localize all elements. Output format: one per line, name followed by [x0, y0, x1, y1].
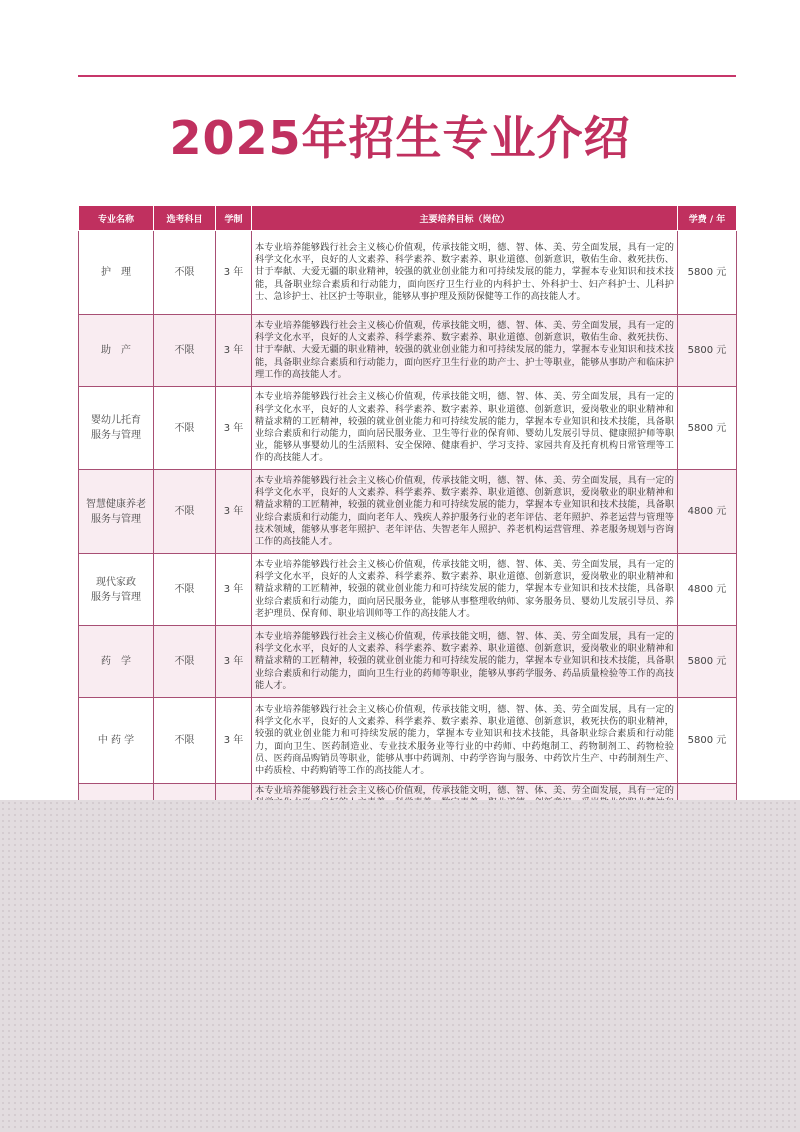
training-goal-cell: 本专业培养能够践行社会主义核心价值观，传承技能文明，德、智、体、美、劳全面发展，具有一定的科学文化水平，良好的人文素养、科学素养、数字素养、职业道德、创新意识，救死扶伤的职业精神，较强的就业创业能力和可持续发展的能力，掌握本专业知识和技术技能，具备职业综合素质和行动能力，面向卫生、医药制造业、专业技术服务业等行业的中药师、中药炮制工、药物制剂工、药物检验员、医药商品购销员等职业，能够从事中药调剂、中药学咨询与服务、中药饮片生产、中药制剂生产、中药质检、中药购销等工作的高技能人才。: [252, 698, 678, 784]
majors-table: [78, 205, 737, 844]
major-name-cell: [79, 626, 154, 698]
exam-subject-cell: 不限: [154, 554, 216, 626]
major-name: 助 产: [101, 345, 131, 356]
major-name-line-1: 现代家政: [96, 576, 136, 588]
major-name-cell: [79, 315, 154, 387]
exam-subject-cell: 不限: [154, 626, 216, 698]
study-length-cell: 3 年: [216, 387, 252, 470]
exam-subject-cell: 不限: [154, 470, 216, 554]
major-name-line-2: 服务与管理: [91, 591, 141, 603]
major-name-cell: [79, 698, 154, 784]
training-goal-cell: 本专业培养能够践行社会主义核心价值观，传承技能文明，德、智、体、美、劳全面发展，具有一定的科学文化水平，良好的人文素养、科学素养、数字素养、职业道德、创新意识，爱岗敬业的职业精神和精益求精的工匠精神，较强的就业创业能力和可持续发展的能力，掌握本专业知识和技术技能，具备职业综合素质和行动能力，面向居民服务业、卫生等行业的保育师、婴幼儿发展引导员、健康照护师等职业，能够从事婴幼儿的生活照料、安全保障、健康看护、学习支持、家园共育及托育机构日常管理等工作的高技能人才。: [252, 387, 678, 470]
study-length-cell: 3 年: [216, 315, 252, 387]
tuition-fee-cell: 5800 元: [678, 231, 737, 315]
exam-subject-cell: 不限: [154, 387, 216, 470]
table-row: [79, 554, 737, 626]
header-major-name: 专业名称: [79, 206, 154, 231]
major-name-cell: [79, 470, 154, 554]
table-row: [79, 315, 737, 387]
exam-subject-cell: 不限: [154, 698, 216, 784]
page-title: 2025年招生专业介绍: [169, 111, 631, 165]
tuition-fee-cell: 4800 元: [678, 554, 737, 626]
major-name: 中 药 学: [97, 735, 135, 746]
training-goal-cell: 本专业培养能够践行社会主义核心价值观，传承技能文明，德、智、体、美、劳全面发展，具有一定的科学文化水平，良好的人文素养、科学素养、数字素养、职业道德、创新意识，敬佑生命、救死扶伤、甘于奉献、大爱无疆的职业精神，较强的就业创业能力和可持续发展的能力，掌握本专业知识和技术技能，具备职业综合素质和行动能力，面向医疗卫生行业的内科护士、外科护士、妇产科护士、儿科护士、急诊护士、社区护士等职业，能够从事护理及预防保健等工作的高技能人才。: [252, 231, 678, 315]
major-name-line-1: 智慧健康养老: [86, 498, 146, 510]
major-name-line-2: 服务与管理: [91, 430, 141, 441]
major-name-line-2: 服务与管理: [91, 513, 141, 525]
table-row: [79, 698, 737, 784]
table-header-row: [79, 206, 737, 231]
tuition-fee-cell: 5800 元: [678, 698, 737, 784]
table-row: [79, 470, 737, 554]
major-name-cell: [79, 387, 154, 470]
training-goal-cell: 本专业培养能够践行社会主义核心价值观，传承技能文明，德、智、体、美、劳全面发展，具有一定的科学文化水平，良好的人文素养、科学素养、数字素养、职业道德、创新意识，爱岗敬业的职业精神和精益求精的工匠精神，较强的就业创业能力和可持续发展的能力，掌握本专业知识和技术技能，具备职业综合素质和行动能力，面向卫生行业的药师等职业，能够从事药学服务、药品质量检验等工作的高技能人才。: [252, 626, 678, 698]
table-row: [79, 231, 737, 315]
training-goal-cell: 本专业培养能够践行社会主义核心价值观，传承技能文明，德、智、体、美、劳全面发展，具有一定的科学文化水平，良好的人文素养、科学素养、数字素养、职业道德、创新意识，敬佑生命、救死扶伤、甘于奉献、大爱无疆的职业精神，较强的就业创业能力和可持续发展的能力，掌握本专业知识和技术技能，具备职业综合素质和行动能力，面向医疗卫生行业的助产士、护士等职业，能够从事助产和临床护理工作的高技能人才。: [252, 315, 678, 387]
major-name-cell: [79, 231, 154, 315]
table-row: [79, 387, 737, 470]
table-row: [79, 626, 737, 698]
study-length-cell: 3 年: [216, 231, 252, 315]
tuition-fee-cell: 4800 元: [678, 470, 737, 554]
tuition-fee-cell: 5800 元: [678, 315, 737, 387]
tuition-fee-cell: 5800 元: [678, 626, 737, 698]
exam-subject-cell: 不限: [154, 315, 216, 387]
major-name: 护 理: [101, 267, 131, 278]
study-length-cell: 3 年: [216, 698, 252, 784]
training-goal-cell: 本专业培养能够践行社会主义核心价值观，传承技能文明，德、智、体、美、劳全面发展，具有一定的科学文化水平，良好的人文素养、科学素养、数字素养、职业道德、创新意识，爱岗敬业的职业精神和精益求精的工匠精神，较强的就业创业能力和可持续发展的能力，掌握本专业知识和技术技能，具备职业综合素质和行动能力，面向老年人、残疾人养护服务行业的老年评估、老年照护、养老运营与管理等技术领域，能够从事老年照护、老年评估、失智老年人照护、养老机构运营管理、养老服务规划与咨询工作的高技能人才。: [252, 470, 678, 554]
major-name: 药 学: [101, 656, 131, 667]
study-length-cell: 3 年: [216, 554, 252, 626]
header-study-length: 学制: [216, 206, 252, 231]
header-exam-subject: 选考科目: [154, 206, 216, 231]
page-cover-overlay: [0, 800, 800, 1132]
training-goal-cell: 本专业培养能够践行社会主义核心价值观，传承技能文明，德、智、体、美、劳全面发展，具有一定的: [252, 784, 678, 844]
training-goal-cell: 本专业培养能够践行社会主义核心价值观，传承技能文明，德、智、体、美、劳全面发展，具有一定的科学文化水平，良好的人文素养、科学素养、数字素养、职业道德、创新意识，爱岗敬业的职业精神和精益求精的工匠精神，较强的就业创业能力和可持续发展的能力，掌握本专业知识和技术技能，具备职业综合素质和行动能力，面向居民服务业，能够从事整理收纳师、家务服务员、婴幼儿发展引导员、养老护理员、保育师、职业培训师等工作的高技能人才。: [252, 554, 678, 626]
study-length-cell: 3 年: [216, 470, 252, 554]
tuition-fee-cell: 5800 元: [678, 387, 737, 470]
major-name-line-1: 婴幼儿托育: [91, 415, 141, 426]
major-name-cell: [79, 554, 154, 626]
study-length-cell: 3 年: [216, 626, 252, 698]
top-divider-line: [78, 75, 736, 77]
header-tuition-fee: 学费 / 年: [678, 206, 737, 231]
header-training-goal: 主要培养目标（岗位）: [252, 206, 678, 231]
exam-subject-cell: 不限: [154, 231, 216, 315]
